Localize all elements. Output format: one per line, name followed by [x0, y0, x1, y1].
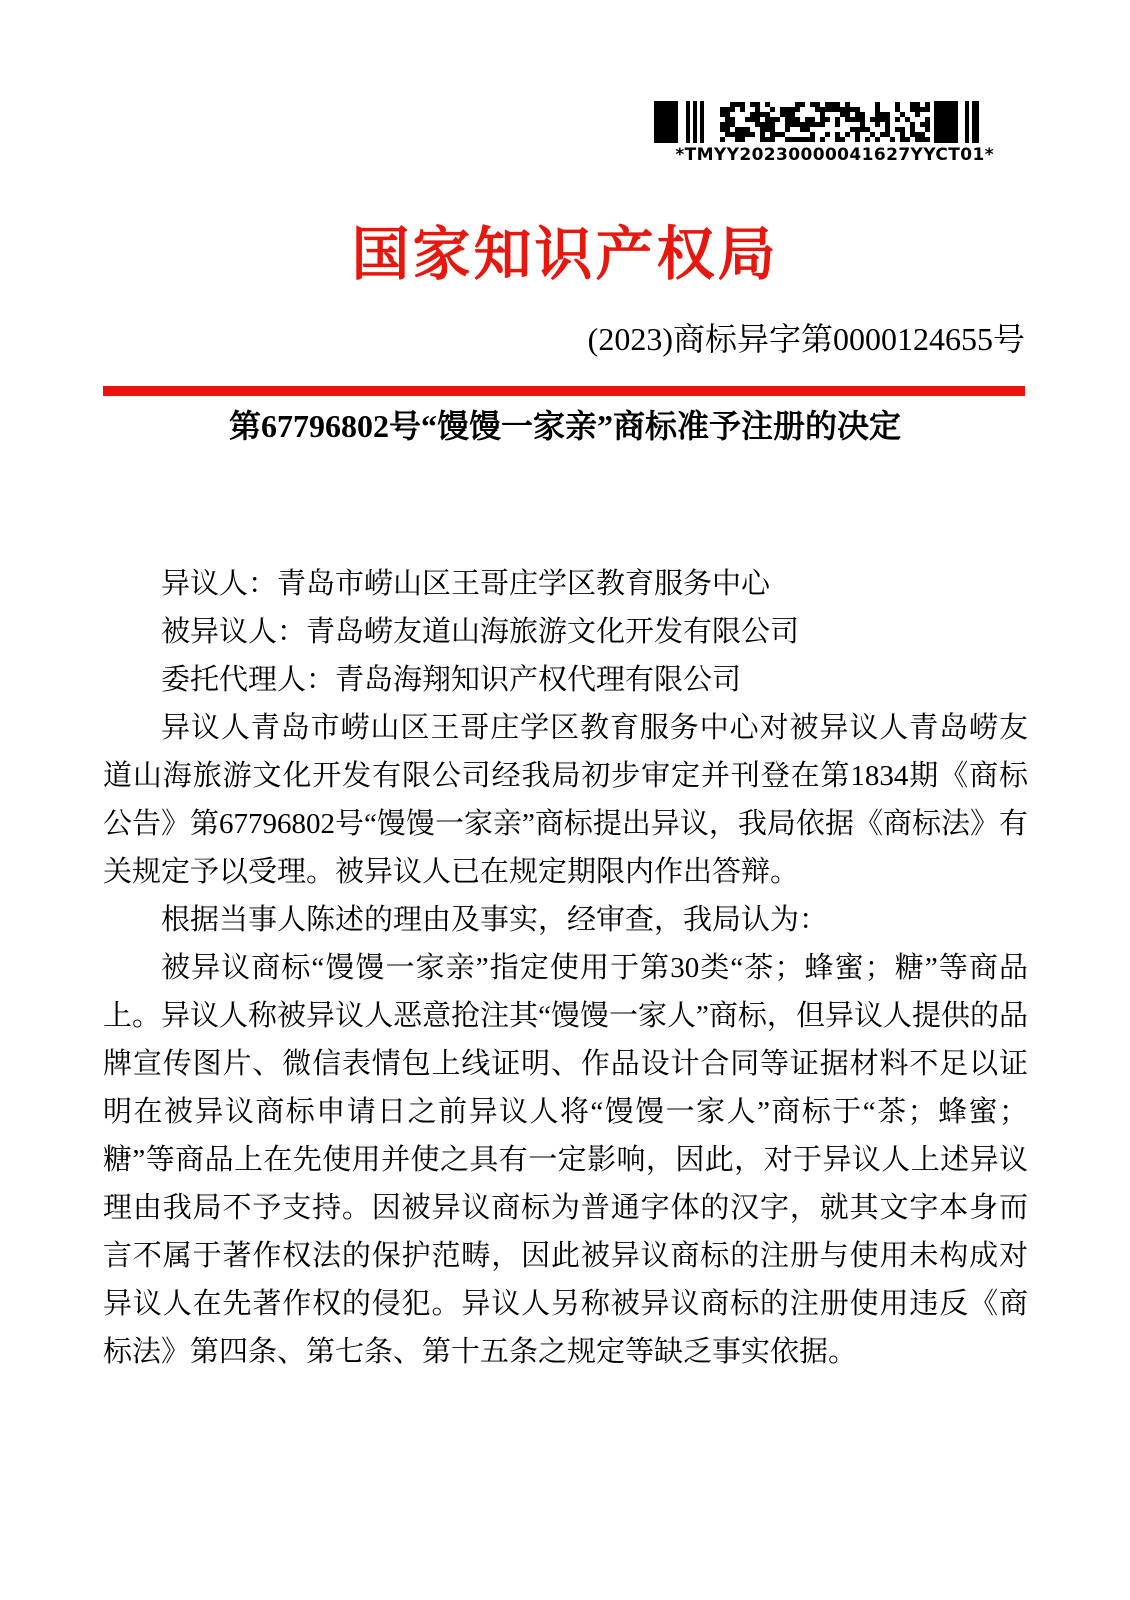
red-divider — [103, 386, 1025, 396]
body-paragraph: 被异议人：青岛崂友道山海旅游文化开发有限公司 — [161, 616, 800, 648]
body-paragraph: 根据当事人陈述的理由及事实，经审查，我局认为： — [161, 904, 829, 936]
body-text — [103, 560, 1028, 1376]
body-paragraph: 委托代理人：青岛海翔知识产权代理有限公司 — [161, 664, 742, 696]
body-paragraph: 异议人青岛市崂山区王哥庄学区教育服务中心对被异议人青岛崂友道山海旅游文化开发有限公司经我局初步审定并刊登在第1834期《商标公告》第67796802号“馒馒一家亲”商标提出异议，我局依据《商标法》有关规定予以受理。被异议人已在规定期限内作出答辩。 — [103, 712, 1028, 888]
doc-number: (2023)商标异字第0000124655号 — [587, 321, 1025, 357]
body-paragraph: 被异议商标“馒馒一家亲”指定使用于第30类“茶；蜂蜜；糖”等商品上。异议人称被异议人恶意抢注其“馒馒一家人”商标，但异议人提供的品牌宣传图片、微信表情包上线证明、作品设计合同等证据材料不足以证明在被异议商标申请日之前异议人将“馒馒一家人”商标于“茶；蜂蜜；糖”等商品上在先使用并使之具有一定影响，因此，对于异议人上述异议理由我局不予支持。因被异议商标为普通字体的汉字，就其文字本身而言不属于著作权法的保护范畴，因此被异议商标的注册与使用未构成对异议人在先著作权的侵犯。异议人另称被异议商标的注册使用违反《商标法》第四条、第七条、第十五条之规定等缺乏事实依据。 — [103, 952, 1028, 1368]
barcode-text: *TMYY20230000041627YYCT01* — [675, 145, 994, 165]
decision-title: 第67796802号“馒馒一家亲”商标准予注册的决定 — [228, 408, 901, 444]
barcode-graphic — [654, 101, 980, 143]
agency-title: 国家知识产权局 — [351, 222, 779, 287]
body-paragraph: 异议人：青岛市崂山区王哥庄学区教育服务中心 — [161, 568, 771, 600]
barcode — [652, 101, 994, 165]
